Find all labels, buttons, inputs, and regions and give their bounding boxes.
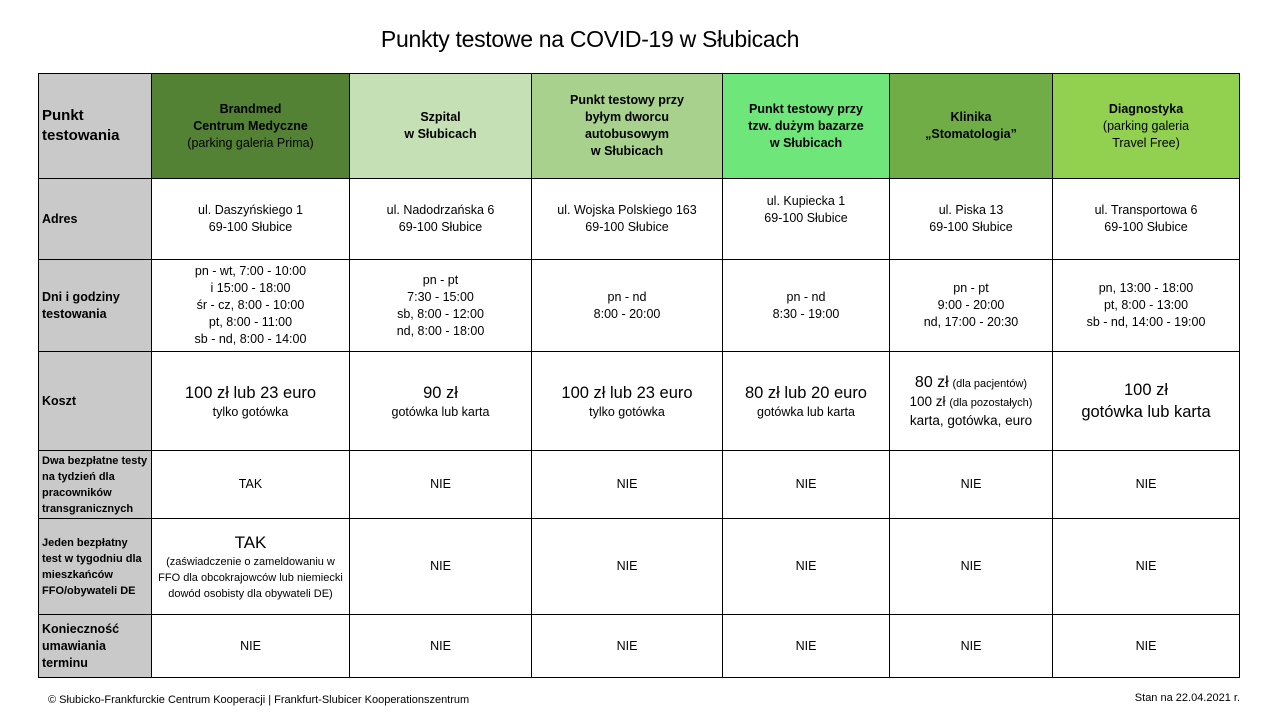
hours-line: pn - nd (607, 289, 647, 304)
page-title: Punkty testowe na COVID-19 w Słubicach (380, 26, 800, 52)
hours-cell (723, 260, 890, 352)
address-line: 69-100 Słubice (208, 220, 293, 234)
yes-no-cell: NIE (1053, 451, 1240, 519)
row-header-hours: Dni i godziny testowania (39, 260, 152, 352)
address-cell (723, 179, 890, 260)
address-cell (890, 179, 1053, 260)
cost-payment: tylko gotówka (212, 404, 289, 419)
free-two-tests-row (39, 451, 1240, 519)
hours-line: nd, 8:00 - 18:00 (396, 323, 485, 338)
cost-value: 100 zł (1123, 381, 1169, 399)
address-cell (532, 179, 723, 260)
cost-payment: gotówka lub karta (1081, 403, 1211, 421)
yes-no-cell: NIE (723, 615, 890, 678)
row-header-cost: Koszt (39, 352, 152, 451)
address-line: 69-100 Słubice (764, 211, 848, 225)
cost-cell (350, 352, 532, 451)
yes-no-cell: NIE (532, 615, 723, 678)
column-name-line: byłym dworcu (584, 110, 670, 124)
cost-value: 100 zł (909, 393, 946, 409)
yes-no-cell: NIE (350, 451, 532, 519)
hours-line: pn, 13:00 - 18:00 (1098, 281, 1194, 295)
cost-value: 80 zł (914, 373, 949, 391)
address-row (39, 179, 1240, 260)
yes-no-cell: NIE (532, 519, 723, 615)
column-name-line: Klinika (950, 110, 992, 124)
cost-payment: gotówka lub karta (391, 404, 490, 419)
cost-row (39, 352, 1240, 451)
hours-line: sb - nd, 8:00 - 14:00 (194, 332, 307, 346)
cost-cell (1053, 352, 1240, 451)
yes-no-cell: NIE (350, 519, 532, 615)
column-header-diagnostyka (1053, 74, 1240, 179)
hours-line: pn - pt (953, 281, 989, 295)
address-line: 69-100 Słubice (398, 220, 483, 234)
testing-points-table (38, 73, 1240, 678)
yes-no-cell: TAK (152, 451, 350, 519)
column-name-line: w Słubicach (769, 135, 843, 150)
hours-line: sb - nd, 14:00 - 19:00 (1086, 315, 1206, 329)
cost-payment: karta, gotówka, euro (909, 412, 1033, 428)
yes-no-cell: NIE (350, 615, 532, 678)
hours-line: nd, 17:00 - 20:30 (923, 315, 1019, 329)
address-cell (350, 179, 532, 260)
cost-value: 100 zł lub 23 euro (184, 383, 317, 402)
hours-line: pt, 8:00 - 13:00 (1103, 298, 1189, 312)
row-header-free-two: Dwa bezpłatne testy na tydzień dla pracowników transgranicznych (39, 451, 152, 519)
hours-cell (152, 260, 350, 352)
yes-no-cell: NIE (723, 519, 890, 615)
yes-no-cell: NIE (1053, 615, 1240, 678)
address-line: ul. Transportowa 6 (1094, 203, 1198, 217)
address-cell (152, 179, 350, 260)
address-line: 69-100 Słubice (929, 220, 1013, 234)
cost-value: 90 zł (423, 383, 458, 402)
yes-no-cell: NIE (152, 615, 350, 678)
address-line: 69-100 Słubice (1104, 220, 1188, 234)
column-name-line: Szpital (420, 110, 461, 124)
date-footer: Stan na 22.04.2021 r. (1134, 692, 1240, 704)
column-note: (parking galeria (1102, 118, 1190, 133)
cost-payment: gotówka lub karta (757, 404, 855, 419)
hours-line: sb, 8:00 - 12:00 (397, 306, 484, 321)
hours-line: i 15:00 - 18:00 (210, 281, 291, 295)
hours-line: pn - pt (422, 272, 459, 287)
yes-no-cell: NIE (532, 451, 723, 519)
cost-note: (dla pacjentów) (952, 377, 1028, 390)
column-note: Travel Free) (1112, 135, 1180, 150)
column-note: (parking galeria Prima) (187, 135, 314, 150)
address-cell (1053, 179, 1240, 260)
cost-cell (152, 352, 350, 451)
column-name-line: Diagnostyka (1108, 101, 1184, 116)
column-name-line: w Słubicach (404, 127, 477, 141)
column-name-line: „Stomatologia” (925, 127, 1017, 141)
yes-no-cell: NIE (890, 615, 1053, 678)
hours-line: 9:00 - 20:00 (937, 298, 1005, 312)
yes-no-cell: NIE (723, 451, 890, 519)
address-line: ul. Piska 13 (938, 203, 1004, 217)
hours-cell (1053, 260, 1240, 352)
yes-no-cell (152, 519, 350, 615)
yes-no-cell: NIE (890, 519, 1053, 615)
cost-value: 100 zł lub 23 euro (561, 383, 693, 402)
yes-no-value: TAK (234, 532, 267, 552)
hours-line: 8:00 - 20:00 (593, 306, 661, 321)
cost-line (894, 411, 1048, 430)
hours-line: 8:30 - 19:00 (772, 306, 840, 321)
cost-cell (890, 352, 1053, 451)
cost-value: 80 zł lub 20 euro (744, 383, 867, 402)
column-name-line: autobusowym (584, 127, 670, 141)
hours-line: 7:30 - 15:00 (407, 289, 474, 304)
address-line: ul. Kupiecka 1 (766, 194, 846, 208)
column-name-line: tzw. dużym bazarze (748, 118, 864, 133)
column-header-bazar (723, 74, 890, 179)
cost-cell (723, 352, 890, 451)
column-header-dworzec (532, 74, 723, 179)
column-header-stomatologia (890, 74, 1053, 179)
column-header-szpital (350, 74, 532, 179)
address-line: ul. Daszyńskiego 1 (198, 203, 303, 217)
row-header-free-one: Jeden bezpłatny test w tygodniu dla mieszkańców FFO/obywateli DE (39, 519, 152, 615)
address-line: ul. Wojska Polskiego 163 (557, 203, 697, 217)
hours-line: pn - nd (786, 289, 826, 304)
hours-row (39, 260, 1240, 352)
column-name-line: Punkt testowy przy (749, 101, 863, 116)
address-line: ul. Nadodrzańska 6 (386, 203, 495, 217)
appointment-row (39, 615, 1240, 678)
column-name-line: Punkt testowy przy (570, 93, 684, 107)
hours-cell (532, 260, 723, 352)
header-row (39, 74, 1240, 179)
copyright-footer: © Słubicko-Frankfurckie Centrum Kooperacji | Frankfurt-Slubicer Kooperationszentrum (48, 694, 470, 706)
row-header-point: Punkt testowania (39, 74, 152, 179)
hours-line: pn - wt, 7:00 - 10:00 (194, 264, 307, 278)
cost-cell (532, 352, 723, 451)
address-line: 69-100 Słubice (585, 220, 669, 234)
column-name-line: Centrum Medyczne (193, 118, 308, 133)
cost-line (894, 373, 1048, 392)
hours-cell (890, 260, 1053, 352)
hours-line: śr - cz, 8:00 - 10:00 (196, 298, 305, 312)
free-one-note: (zaświadczenie o zameldowaniu w FFO dla obcokrajowców lub niemiecki dowód osobisty dla obywateli DE) (158, 555, 343, 600)
row-header-address: Adres (39, 179, 152, 260)
yes-no-cell: NIE (890, 451, 1053, 519)
yes-no-cell: NIE (1053, 519, 1240, 615)
hours-cell (350, 260, 532, 352)
row-header-appointment: Konieczność umawiania terminu (39, 615, 152, 678)
column-header-brandmed (152, 74, 350, 179)
cost-line (894, 392, 1048, 411)
cost-note: (dla pozostałych) (949, 396, 1033, 409)
free-one-test-row (39, 519, 1240, 615)
column-name-line: Brandmed (219, 101, 282, 116)
hours-line: pt, 8:00 - 11:00 (208, 315, 293, 329)
column-name-line: w Słubicach (590, 144, 664, 158)
cost-payment: tylko gotówka (589, 404, 665, 419)
